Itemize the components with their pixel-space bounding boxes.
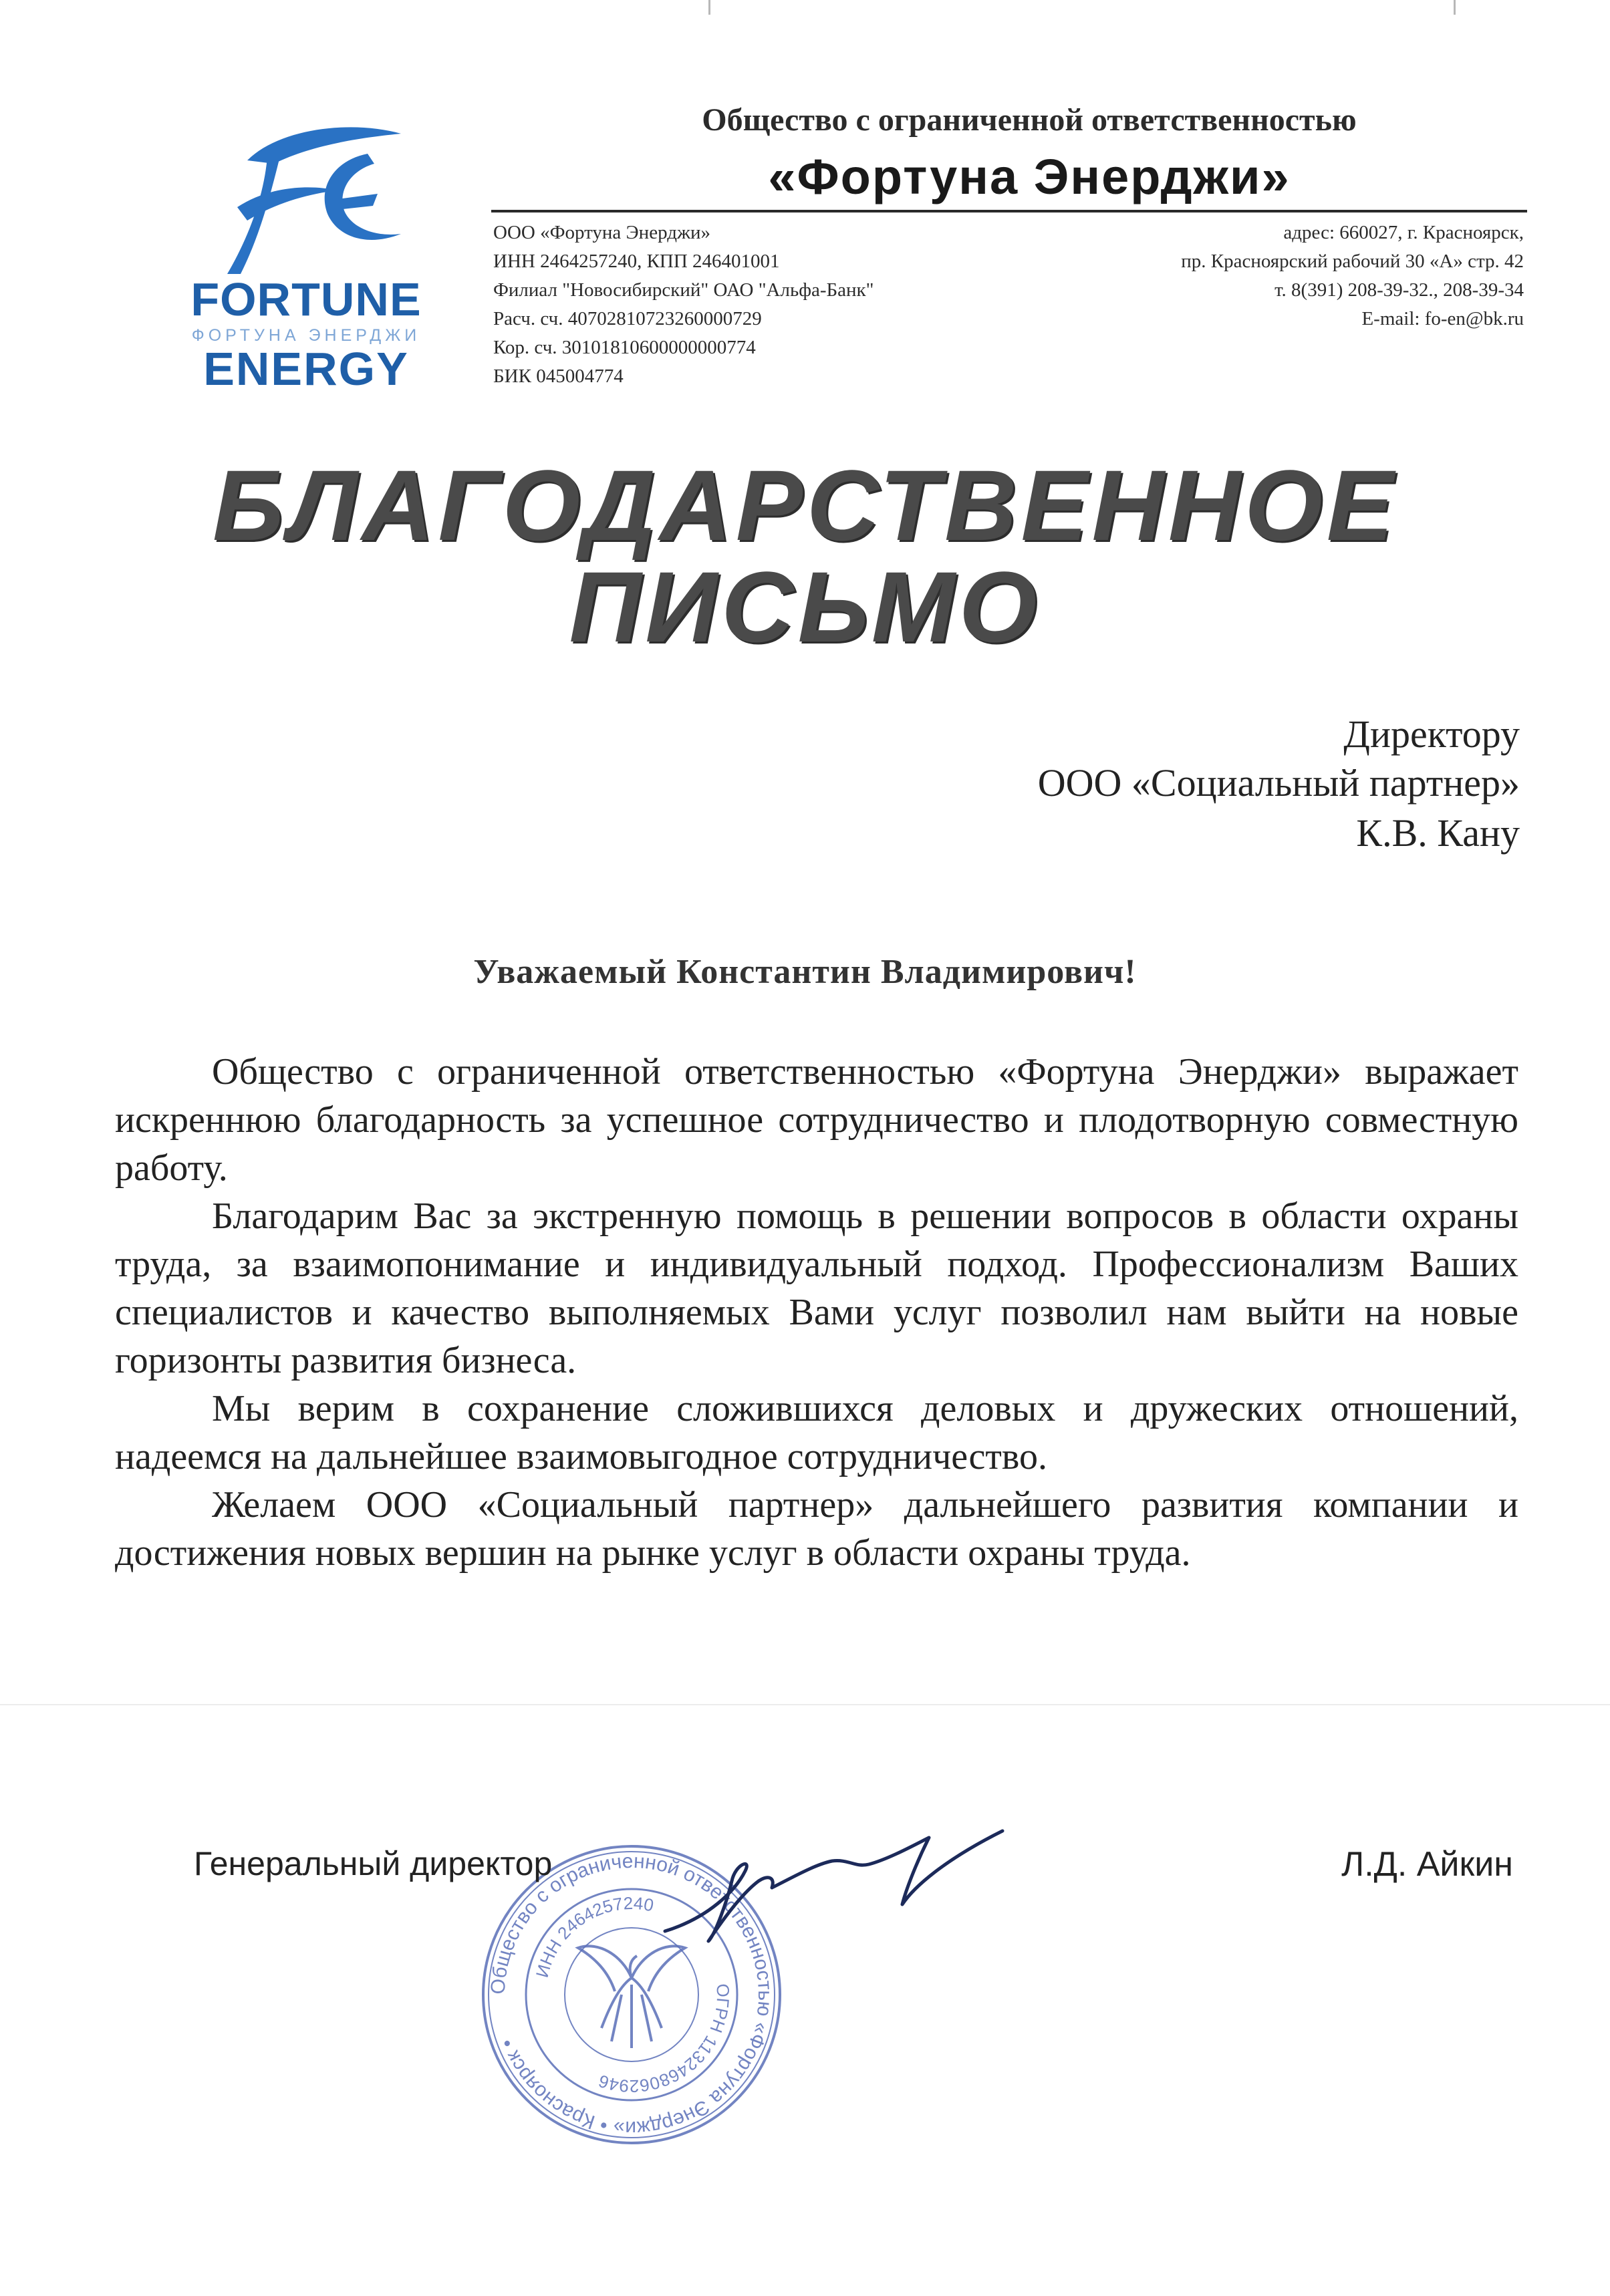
handwritten-signature	[601, 1818, 1069, 1951]
addressee-name: К.В. Кану	[1356, 811, 1520, 855]
address-line: т. 8(391) 208-39-32., 208-39-34	[1274, 279, 1524, 301]
addressee-position: Директору	[1343, 712, 1520, 756]
email-line: E-mail: fo-en@bk.ru	[1361, 308, 1524, 329]
document-title-line2: ПИСЬМО	[569, 551, 1041, 663]
company-address	[1043, 219, 1524, 333]
document-title-line1: БЛАГОДАРСТВЕННОЕ	[213, 449, 1397, 561]
logo-wordmark-bottom: ENERGY	[203, 343, 409, 395]
address-line: адрес: 660027, г. Красноярск,	[1283, 222, 1524, 243]
organization-name: «Фортуна Энерджи»	[768, 149, 1291, 204]
body-paragraph: Мы верим в сохранение сложившихся деловых и дружеских отношений, надеемся на дальнейшее взаимовыгодное сотрудничество.	[115, 1388, 1518, 1477]
bird-emblem-icon	[578, 1946, 685, 2048]
company-requisites	[493, 219, 1068, 391]
signer-position: Генеральный директор	[194, 1845, 553, 1882]
signer-name: Л.Д. Айкин	[1341, 1845, 1513, 1884]
requisite-line: ИНН 2464257240, КПП 246401001	[493, 251, 780, 272]
svg-text:ОГРН 1132468062946	[596, 1983, 733, 2096]
addressee-company: ООО «Социальный партнер»	[1037, 761, 1520, 805]
salutation: Уважаемый Константин Владимирович!	[473, 953, 1137, 991]
fortune-energy-logo-icon	[200, 114, 421, 294]
stamp-inn-text: ИНН 2464257240	[531, 1892, 656, 1980]
letter-body	[115, 1048, 1518, 1577]
requisite-line: Филиал "Новосибирский" ОАО "Альфа-Банк"	[493, 279, 874, 301]
logo-subtitle: ФОРТУНА ЭНЕРДЖИ	[191, 326, 421, 345]
logo-wordmark-top: FORTUNE	[190, 273, 422, 325]
requisite-line: Кор. сч. 30101810600000000774	[493, 337, 756, 358]
body-paragraph: Благодарим Вас за экстренную помощь в решении вопросов в области охраны труда, за взаимопонимание и индивидуальный подход. Профессионализм Ваших специалистов и качество выполняемых Вами услуг позволил нам выйти на новые горизонты развития бизнеса.	[115, 1195, 1518, 1381]
body-paragraph: Желаем ООО «Социальный партнер» дальнейшего развития компании и достижения новых вершин на рынке услуг в области охраны труда.	[115, 1484, 1518, 1574]
stamp-outer-text: Общество с ограниченной ответственностью «Фортуна Энерджи» • Красноярск •	[487, 1850, 777, 2140]
scan-mark	[708, 0, 710, 15]
stamp-ogrn-text: ОГРН 1132468062946	[595, 1983, 734, 2097]
fold-line	[0, 1704, 1610, 1705]
organization-form: Общество с ограниченной ответственностью	[702, 102, 1357, 138]
address-line: пр. Красноярский рабочий 30 «А» стр. 42	[1181, 251, 1524, 272]
requisite-line: БИК 045004774	[493, 366, 624, 387]
requisite-line: ООО «Фортуна Энерджи»	[493, 222, 711, 243]
body-paragraph: Общество с ограниченной ответственностью «Фортуна Энерджи» выражает искреннюю благодарность за успешное сотрудничество и плодотворную совместную работу.	[115, 1051, 1518, 1189]
scan-mark	[1454, 0, 1456, 15]
requisite-line: Расч. сч. 40702810723260000729	[493, 308, 762, 329]
header-divider	[491, 210, 1527, 212]
